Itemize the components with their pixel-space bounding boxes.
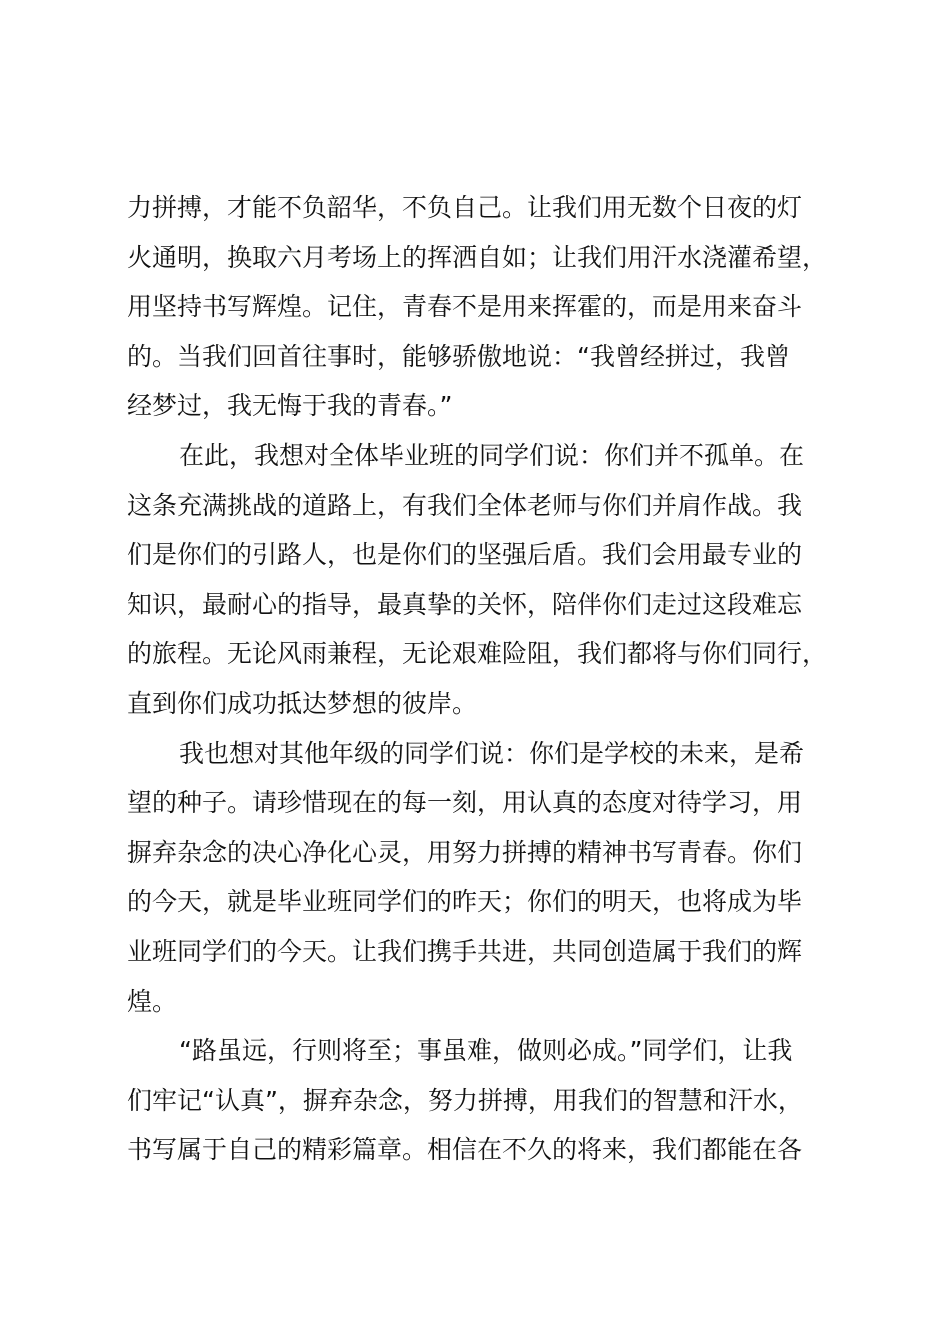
paragraph-first-line: 我也想对其他年级的同学们说：你们是学校的未来，是希 bbox=[179, 738, 805, 768]
text-line: 用坚持书写辉煌。记住，青春不是用来挥霍的，而是用来奋斗 bbox=[127, 292, 803, 322]
text-line: 的今天，就是毕业班同学们的昨天；你们的明天，也将成为毕 bbox=[127, 887, 803, 917]
paragraph-first-line: “路虽远，行则将至；事虽难，做则必成。”同学们，让我 bbox=[179, 1036, 793, 1066]
text-line: 望的种子。请珍惜现在的每一刻，用认真的态度对待学习，用 bbox=[127, 788, 803, 818]
text-line: 的旅程。无论风雨兼程，无论艰难险阻，我们都将与你们同行， bbox=[127, 639, 828, 669]
text-line: 们牢记“认真”，摒弃杂念，努力拼搏，用我们的智慧和汗水， bbox=[127, 1085, 803, 1115]
text-line: 书写属于自己的精彩篇章。相信在不久的将来，我们都能在各 bbox=[127, 1135, 803, 1165]
text-line: 经梦过，我无悔于我的青春。” bbox=[127, 391, 453, 421]
text-line: 直到你们成功抵达梦想的彼岸。 bbox=[127, 688, 478, 718]
body-text bbox=[127, 183, 851, 1175]
text-line: 火通明，换取六月考场上的挥洒自如；让我们用汗水浇灌希望， bbox=[127, 242, 828, 272]
text-line: 摒弃杂念的决心净化心灵，用努力拼搏的精神书写青春。你们 bbox=[127, 837, 803, 867]
text-line: 的。当我们回首往事时，能够骄傲地说：“我曾经拼过，我曾 bbox=[127, 341, 790, 371]
text-line: 们是你们的引路人，也是你们的坚强后盾。我们会用最专业的 bbox=[127, 540, 803, 570]
paragraph-first-line: 在此，我想对全体毕业班的同学们说：你们并不孤单。在 bbox=[179, 440, 805, 470]
text-line: 这条充满挑战的道路上，有我们全体老师与你们并肩作战。我 bbox=[127, 490, 803, 520]
text-line: 煌。 bbox=[127, 986, 178, 1016]
text-line: 力拼搏，才能不负韶华，不负自己。让我们用无数个日夜的灯 bbox=[127, 193, 803, 222]
text-line: 业班同学们的今天。让我们携手共进，共同创造属于我们的辉 bbox=[127, 936, 803, 966]
text-line: 知识，最耐心的指导，最真挚的关怀，陪伴你们走过这段难忘 bbox=[127, 589, 803, 619]
